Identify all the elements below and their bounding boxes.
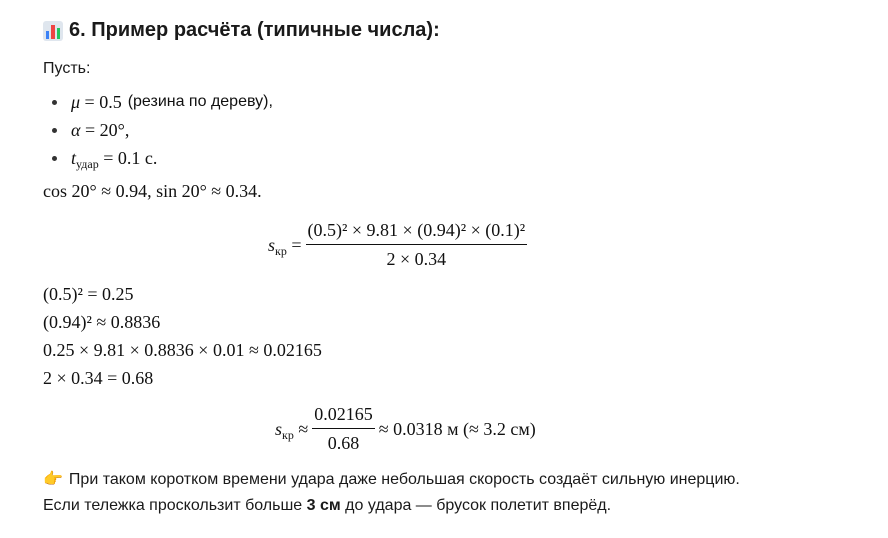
trig-values: cos 20° ≈ 0.94, sin 20° ≈ 0.34. [43,181,262,201]
pointing-hand-icon: 👉 [43,471,63,488]
conclusion-line-2: Если тележка проскользит больше 3 см до удара — брусок полетит вперёд. [43,497,612,514]
conclusion-line-1: 👉 При таком коротком времени удара даже небольшая скорость создаёт сильную инерцию. [43,471,740,488]
bar-chart-icon [43,21,63,41]
intro-text: Пусть: [43,60,91,77]
calc-step: 0.25 × 9.81 × 0.8836 × 0.01 ≈ 0.02165 [43,340,322,360]
formula-skr-general: $s_{кр}$ = $\frac{\text{(0.5)² × 9.81 × (0.94)² × (0.1)²}}{2 \times 0.34}$ [268,220,526,269]
heading-text: 6. Пример расчёта (типичные числа): [69,19,440,41]
section-heading [43,19,440,42]
calc-step: (0.5)² = 0.25 [43,284,134,304]
list-item: α = 20°, [43,116,273,144]
list-item: μ = 0.5 (резина по дереву), [43,88,273,116]
calc-step: (0.94)² ≈ 0.8836 [43,312,161,332]
formula-skr-result: $s_{кр}$ ≈ $\frac{0.02165}{0.68}$ ≈ 0.0318 м (≈ 3.2 см) [275,404,536,453]
list-item: $t_{удар} = 0.1$ с. [43,144,273,172]
calc-step: 2 × 0.34 = 0.68 [43,368,154,388]
given-values-list [43,88,273,172]
